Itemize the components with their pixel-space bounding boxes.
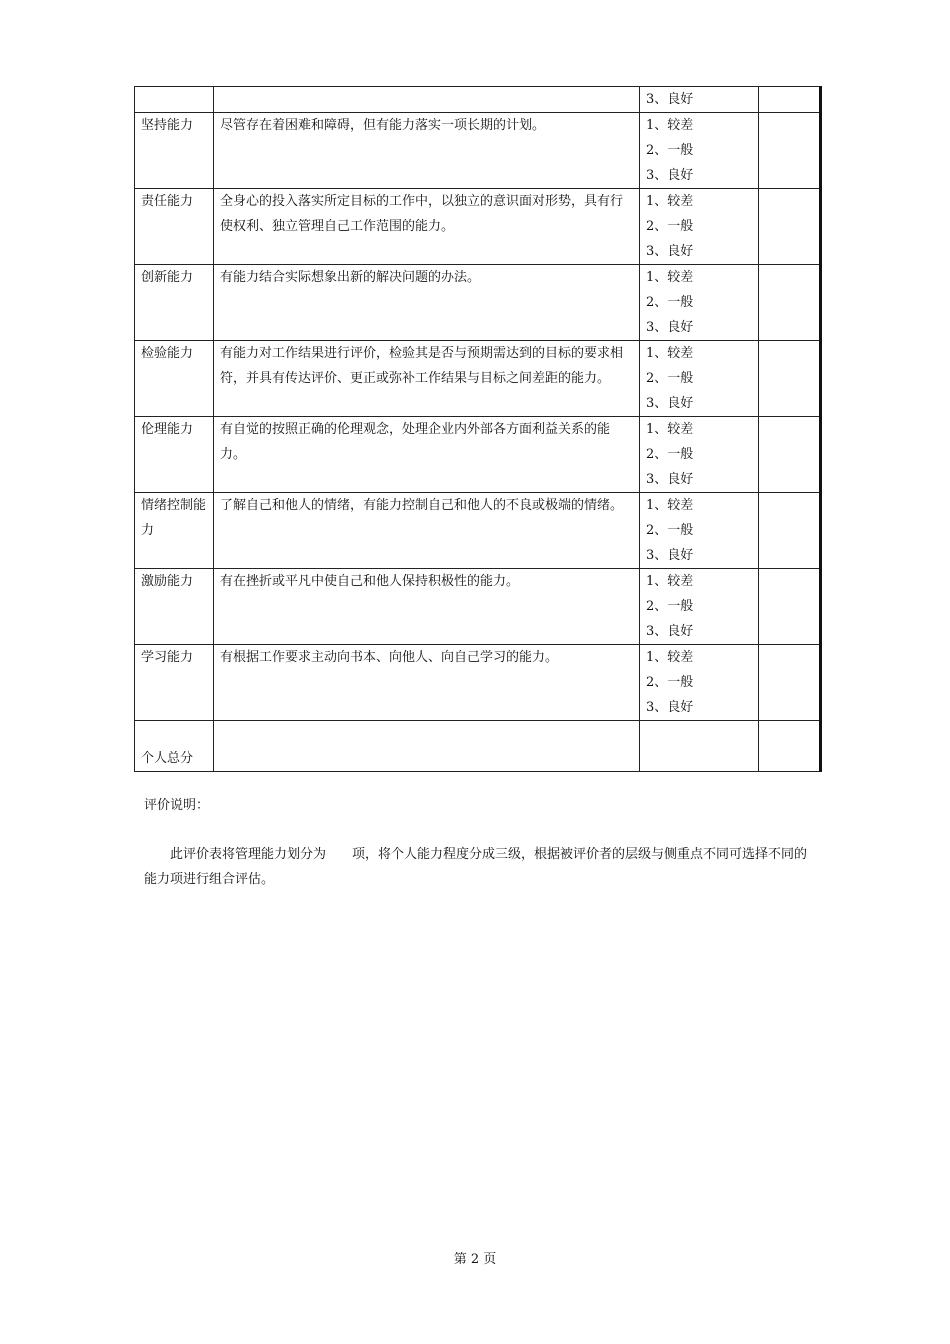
rating-levels-cell	[640, 113, 759, 189]
total-value-cell[interactable]	[214, 721, 640, 772]
page-number: 第 2 页	[453, 1252, 497, 1267]
score-cell[interactable]	[759, 189, 821, 265]
ability-description-cell: 了解自己和他人的情绪，有能力控制自己和他人的不良或极端的情绪。	[214, 493, 640, 569]
rating-level: 1、较差	[646, 270, 694, 285]
table-row	[135, 645, 821, 721]
rating-level: 3、良好	[646, 548, 694, 563]
total-score-label: 个人总分	[141, 751, 194, 766]
rating-level: 3、良好	[646, 320, 694, 335]
rating-level: 3、良好	[646, 700, 694, 715]
ability-description-cell: 有在挫折或平凡中使自己和他人保持积极性的能力。	[214, 569, 640, 645]
total-levels-cell	[640, 721, 759, 772]
rating-level: 2、一般	[646, 295, 694, 310]
rating-level: 2、一般	[646, 219, 694, 234]
ability-name-cell: 学习能力	[135, 645, 214, 721]
ability-name-cell: 检验能力	[135, 341, 214, 417]
rating-level: 1、较差	[646, 422, 694, 437]
score-cell[interactable]	[759, 87, 821, 113]
ability-name-cell: 创新能力	[135, 265, 214, 341]
score-cell[interactable]	[759, 493, 821, 569]
ability-name-cell	[135, 87, 214, 113]
table-row	[135, 189, 821, 265]
rating-level: 3、良好	[646, 168, 694, 183]
rating-level: 3、良好	[646, 244, 694, 259]
table-row	[135, 493, 821, 569]
ability-name-cell: 伦理能力	[135, 417, 214, 493]
rating-levels-cell	[640, 645, 759, 721]
ability-name-cell: 坚持能力	[135, 113, 214, 189]
ability-description-cell: 有根据工作要求主动向书本、向他人、向自己学习的能力。	[214, 645, 640, 721]
rating-level: 1、较差	[646, 194, 694, 209]
ability-description-cell: 有能力结合实际想象出新的解决问题的办法。	[214, 265, 640, 341]
ability-name-cell: 激励能力	[135, 569, 214, 645]
table-row	[135, 113, 821, 189]
rating-level: 2、一般	[646, 371, 694, 386]
evaluation-notes-body: 此评价表将管理能力划分为 项，将个人能力程度分成三级，根据被评价者的层级与侧重点不同可选择不同的能力项进行组合评估。	[144, 847, 808, 887]
rating-level: 1、较差	[646, 650, 694, 665]
total-label-cell	[135, 721, 214, 772]
rating-level: 2、一般	[646, 447, 694, 462]
evaluation-notes-title: 评价说明：	[144, 798, 210, 813]
table-row	[135, 341, 821, 417]
rating-level: 3、良好	[646, 472, 694, 487]
rating-level: 1、较差	[646, 498, 694, 513]
rating-levels-cell	[640, 87, 759, 113]
table-row-partial	[135, 87, 821, 113]
total-score-cell[interactable]	[759, 721, 821, 772]
ability-description-cell	[214, 87, 640, 113]
score-cell[interactable]	[759, 417, 821, 493]
rating-level: 1、较差	[646, 574, 694, 589]
rating-levels-cell	[640, 189, 759, 265]
rating-level: 3、良好	[646, 92, 694, 107]
score-cell[interactable]	[759, 341, 821, 417]
ability-name-cell: 责任能力	[135, 189, 214, 265]
ability-evaluation-table	[134, 86, 822, 772]
rating-level: 3、良好	[646, 624, 694, 639]
ability-name-cell: 情绪控制能力	[135, 493, 214, 569]
rating-levels-cell	[640, 265, 759, 341]
ability-description-cell: 有自觉的按照正确的伦理观念，处理企业内外部各方面利益关系的能力。	[214, 417, 640, 493]
ability-description-cell: 尽管存在着困难和障碍，但有能力落实一项长期的计划。	[214, 113, 640, 189]
score-cell[interactable]	[759, 113, 821, 189]
table-row	[135, 265, 821, 341]
rating-level: 2、一般	[646, 143, 694, 158]
rating-level: 1、较差	[646, 346, 694, 361]
score-cell[interactable]	[759, 265, 821, 341]
rating-level: 3、良好	[646, 396, 694, 411]
table-row	[135, 569, 821, 645]
total-score-row	[135, 721, 821, 772]
rating-level: 2、一般	[646, 675, 694, 690]
rating-levels-cell	[640, 341, 759, 417]
table-row	[135, 417, 821, 493]
rating-level: 1、较差	[646, 118, 694, 133]
rating-levels-cell	[640, 569, 759, 645]
rating-level: 2、一般	[646, 599, 694, 614]
score-cell[interactable]	[759, 569, 821, 645]
rating-level: 2、一般	[646, 523, 694, 538]
ability-description-cell: 有能力对工作结果进行评价，检验其是否与预期需达到的目标的要求相符，并具有传达评价、更正或弥补工作结果与目标之间差距的能力。	[214, 341, 640, 417]
rating-levels-cell	[640, 417, 759, 493]
rating-levels-cell	[640, 493, 759, 569]
score-cell[interactable]	[759, 645, 821, 721]
ability-description-cell: 全身心的投入落实所定目标的工作中，以独立的意识面对形势，具有行使权利、独立管理自己工作范围的能力。	[214, 189, 640, 265]
